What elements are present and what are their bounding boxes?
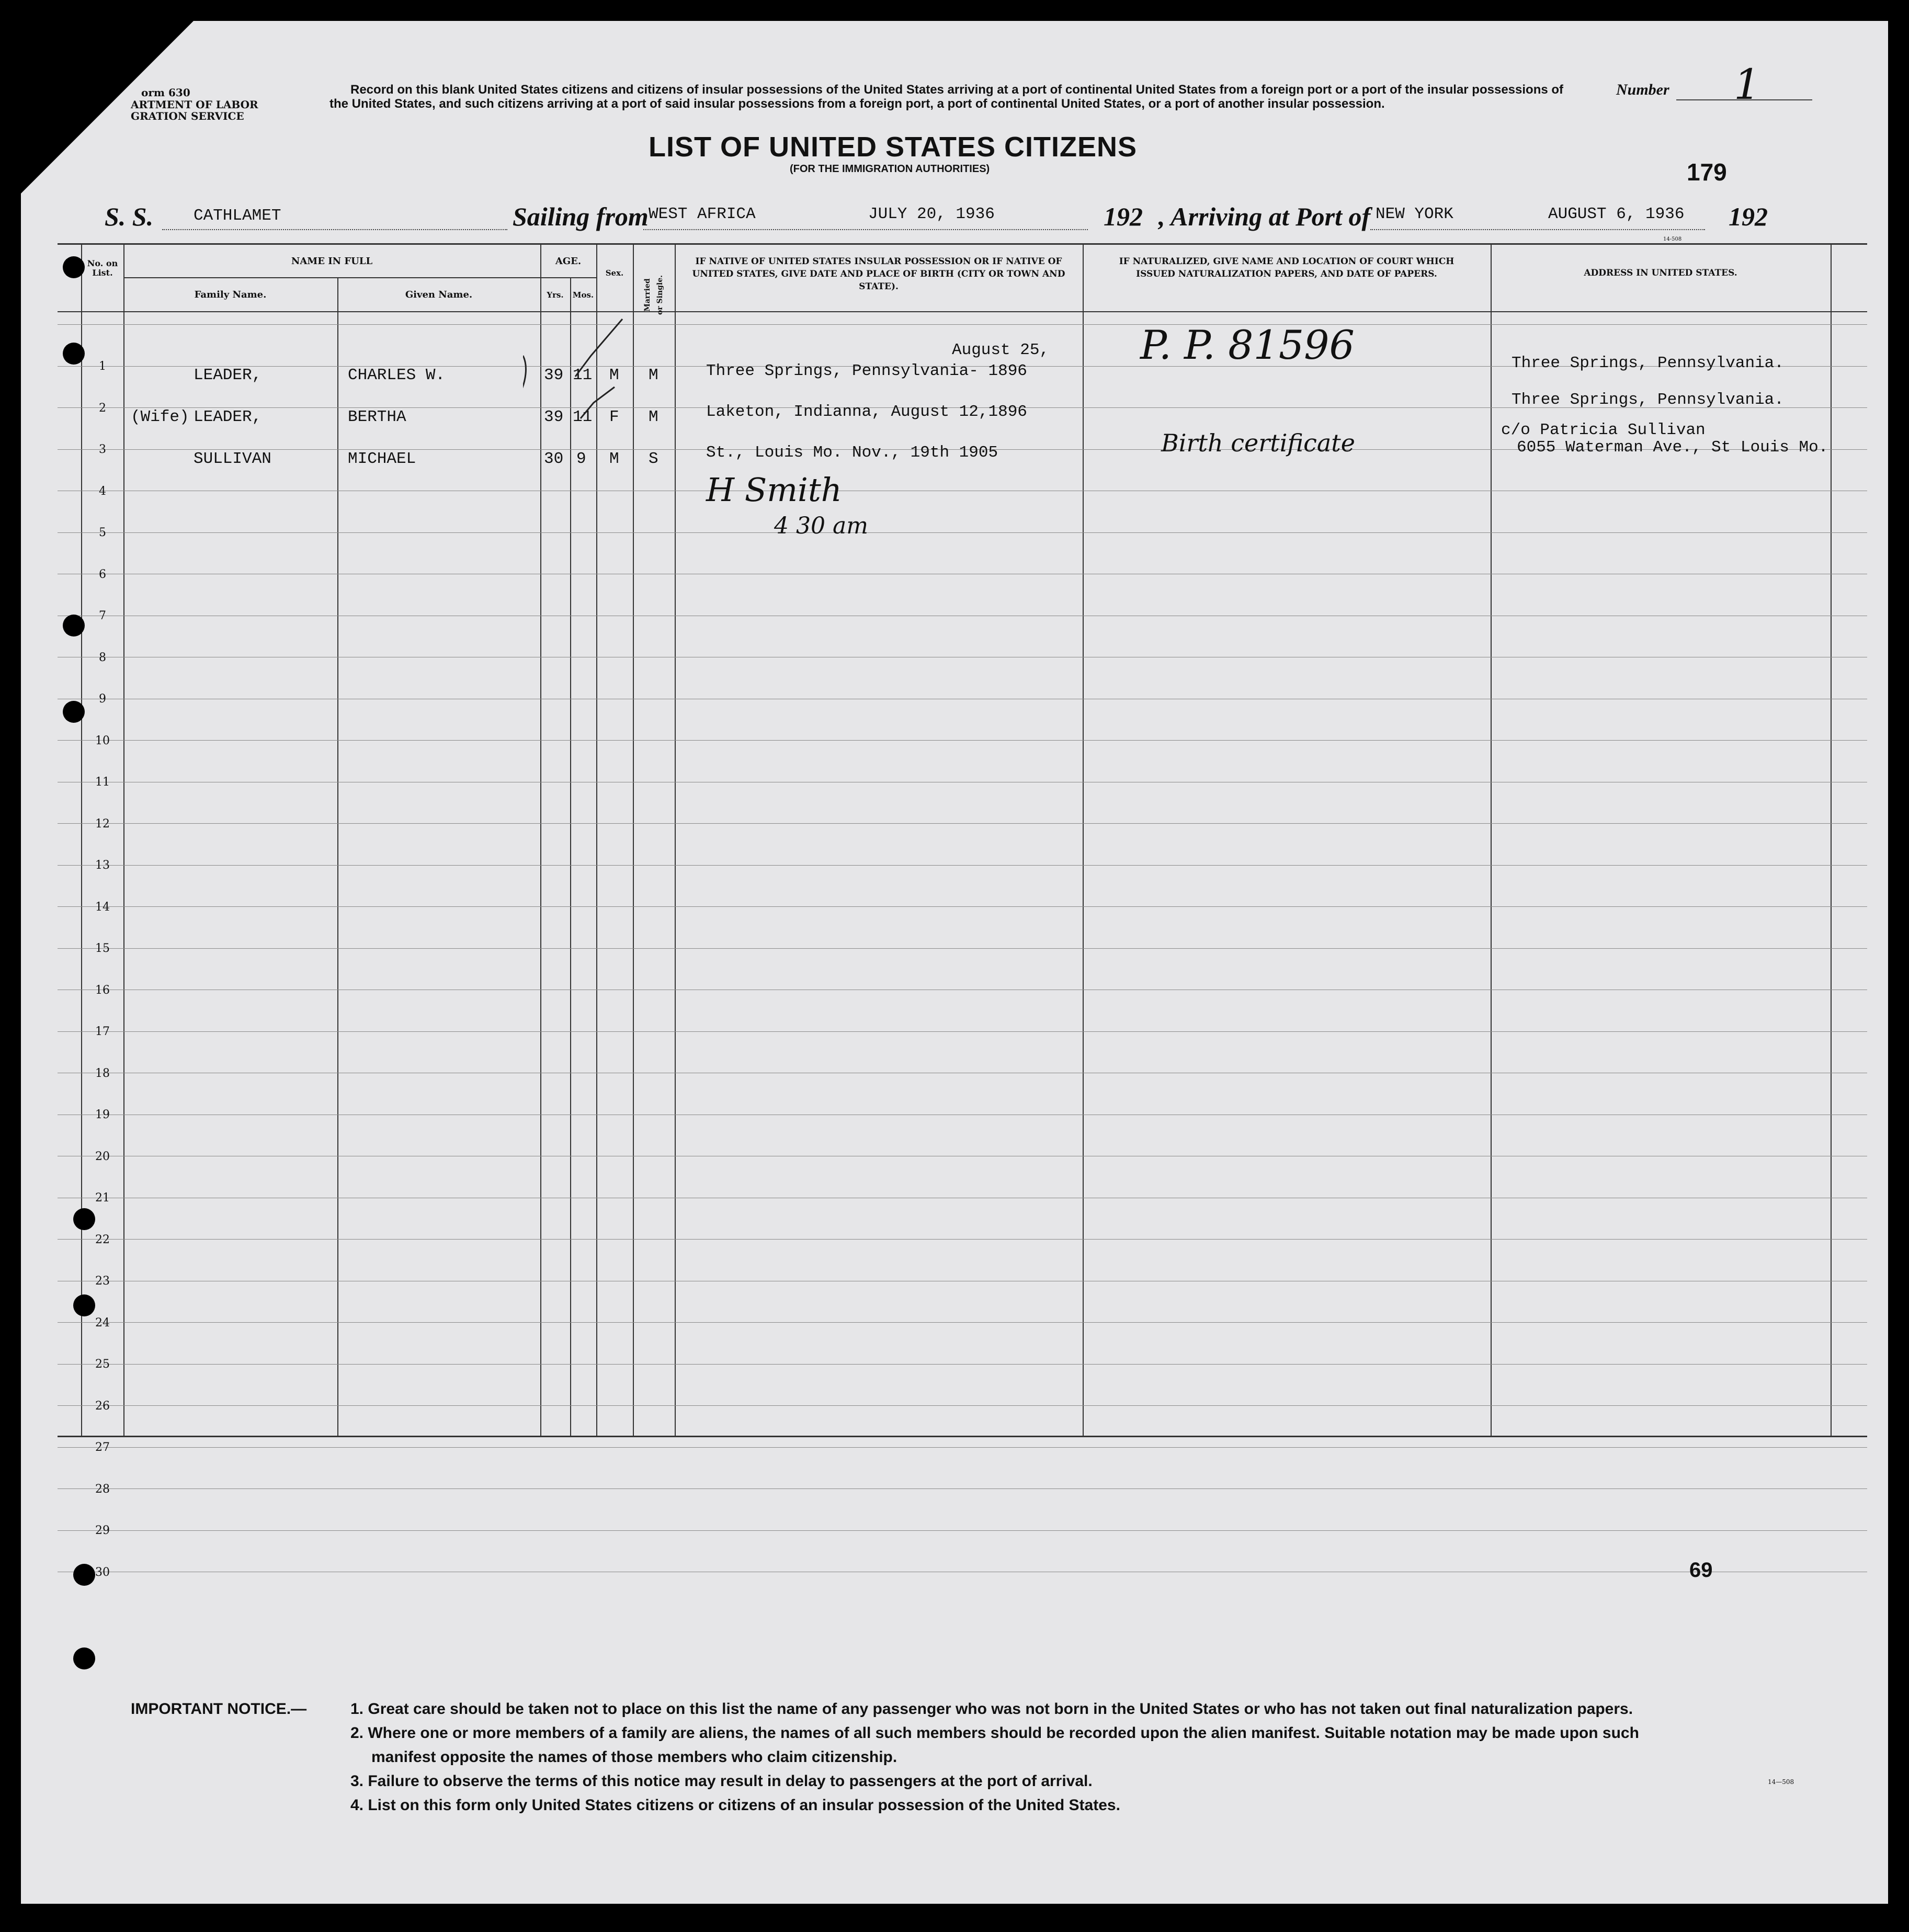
col-line [1831, 243, 1832, 1437]
form-number: orm 630 [141, 86, 190, 99]
number-value: 1 [1734, 60, 1760, 109]
sailing-from: WEST AFRICA [649, 205, 756, 223]
row-number: 4 [99, 484, 106, 498]
ruled-line [58, 324, 1867, 325]
row-number: 22 [95, 1233, 110, 1246]
table-bottom-border [58, 1436, 1867, 1437]
entry-2-address: Three Springs, Pennsylvania. [1512, 391, 1784, 409]
notice-code: 14—508 [1768, 1778, 1794, 1786]
arrival-underline [1370, 229, 1705, 230]
sailing-label: Sailing from [513, 202, 649, 231]
row-number: 7 [99, 609, 106, 622]
notice-item-2: 2. Where one or more members of a family are aliens, the names of all such members should be recorded upon the alien manifest. Suitable notation may be made upon such [350, 1724, 1639, 1742]
row-number: 26 [95, 1399, 110, 1413]
ruled-line [58, 1530, 1867, 1531]
page-subtitle: (FOR THE IMMIGRATION AUTHORITIES) [790, 163, 990, 175]
header-sex: Sex. [605, 268, 624, 278]
ruled-line [58, 532, 1867, 533]
row-number: 2 [99, 401, 106, 415]
record-instructions: Record on this blank United States citizens and citizens of insular possessions of the United States arriving at a port of continental United States from a foreign port or a port of the insular possessions of the United States, and such citizens arriving at a port of said insular possessions from a foreign port, a port of continental United States, or a port of another insular possession. [329, 83, 1564, 111]
header-birth: IF NATIVE OF UNITED STATES INSULAR POSSESSION OR IF NATIVE OF UNITED STATES, GIVE DATE AND PLACE OF BIRTH (CITY OR TOWN AND STATE). [692, 256, 1065, 292]
row-number: 8 [99, 651, 106, 664]
punch-hole [63, 343, 85, 365]
header-subline [123, 277, 596, 278]
row-number: 6 [99, 567, 106, 581]
notice-item-4: 4. List on this form only United States citizens or citizens of an insular possession of the United States. [350, 1797, 1120, 1814]
entry-1-sex: M [609, 366, 619, 384]
header-no: No. on List. [87, 258, 118, 278]
entry-3-given: MICHAEL [348, 450, 416, 468]
header-bottom-line [58, 311, 1867, 312]
ruled-line [58, 1031, 1867, 1032]
row-number: 10 [95, 734, 110, 747]
stamp-number: 179 [1687, 158, 1727, 186]
row-number: 13 [95, 859, 110, 872]
notice-item-2-cont: manifest opposite the names of those members who claim citizenship. [371, 1748, 897, 1766]
entry-3-sex: M [609, 450, 619, 468]
handwritten-time: 4 30 am [774, 513, 868, 539]
entry-3-family: SULLIVAN [194, 450, 271, 468]
punch-hole [73, 1647, 95, 1669]
entry-2-given: BERTHA [348, 408, 406, 426]
handwritten-passport: P. P. 81596 [1140, 322, 1355, 368]
row-number: 29 [95, 1524, 110, 1537]
header-yrs: Yrs. [547, 290, 564, 300]
ruled-line [58, 1322, 1867, 1323]
row-number: 25 [95, 1358, 110, 1371]
ss-label: S. S. [105, 202, 154, 231]
entry-1-birth-line2: Three Springs, Pennsylvania- 1896 [706, 362, 1027, 380]
sailing-year: 192 [1104, 202, 1143, 231]
col-line [337, 277, 338, 1436]
notice-item-3: 3. Failure to observe the terms of this notice may result in delay to passengers at the port of arrival. [350, 1772, 1093, 1790]
check-marks [523, 314, 701, 439]
row-number: 20 [95, 1150, 110, 1163]
entry-2-mos: 11 [573, 408, 593, 426]
row-number: 19 [95, 1108, 110, 1121]
entry-2-family: LEADER, [194, 408, 262, 426]
header-given-name: Given Name. [405, 289, 473, 300]
entry-1-address: Three Springs, Pennsylvania. [1512, 354, 1784, 372]
col-line [1083, 243, 1084, 1437]
punch-hole [73, 1564, 95, 1586]
arrival-year: 192 [1729, 202, 1768, 231]
entry-1-mos: 11 [573, 366, 593, 384]
ruled-line [58, 823, 1867, 824]
sailing-date: JULY 20, 1936 [868, 205, 995, 223]
ruled-line [58, 948, 1867, 949]
entry-2-yrs: 39 [544, 408, 564, 426]
header-name-in-full: NAME IN FULL [291, 256, 373, 267]
ruled-line [58, 865, 1867, 866]
ship-name: CATHLAMET [194, 207, 281, 225]
page-title: LIST OF UNITED STATES CITIZENS [649, 131, 1137, 163]
sailing-underline [643, 229, 1088, 230]
entry-3-address-line2: 6055 Waterman Ave., St Louis Mo. [1517, 438, 1828, 457]
row-number: 11 [95, 776, 110, 789]
col-line [123, 243, 124, 1437]
row-number: 5 [99, 526, 106, 539]
row-number: 27 [95, 1441, 110, 1454]
punch-hole [63, 256, 85, 278]
row-number: 18 [95, 1066, 110, 1080]
header-family-name: Family Name. [194, 289, 267, 300]
header-naturalized: IF NATURALIZED, GIVE NAME AND LOCATION OF COURT WHICH ISSUED NATURALIZATION PAPERS, AND DATE OF PAPERS. [1119, 256, 1455, 279]
entry-1-family: LEADER, [194, 366, 262, 384]
row-number: 21 [95, 1191, 110, 1204]
page-number: 69 [1689, 1559, 1713, 1582]
entry-2-prefix: (Wife) [131, 408, 189, 426]
ruled-line [58, 1447, 1867, 1448]
printer-code: 14-508 [1663, 236, 1682, 242]
col-line [1491, 243, 1492, 1437]
entry-3-mos: 9 [576, 450, 586, 468]
punch-hole [63, 615, 85, 637]
ship-underline [162, 229, 507, 230]
row-number: 1 [99, 360, 106, 373]
ruled-line [58, 1239, 1867, 1240]
row-number: 30 [95, 1565, 110, 1579]
entry-3-married: S [649, 450, 658, 468]
entry-3-address-line1: c/o Patricia Sullivan [1501, 421, 1706, 439]
manifest-page [21, 21, 1888, 1904]
ruled-line [58, 906, 1867, 907]
row-number: 9 [99, 692, 106, 706]
table-top-border [58, 243, 1867, 245]
handwritten-inspector: H Smith [706, 471, 842, 509]
col-line [570, 277, 571, 1436]
entry-3-birth: St., Louis Mo. Nov., 19th 1905 [706, 444, 998, 462]
row-number: 3 [99, 443, 106, 456]
number-label: Number [1616, 81, 1669, 98]
row-number: 12 [95, 817, 110, 831]
form-department: ARTMENT OF LABOR [131, 98, 258, 111]
handwritten-birth-cert: Birth certificate [1161, 429, 1355, 457]
header-mos: Mos. [572, 290, 594, 300]
entry-1-yrs: 39 [544, 366, 564, 384]
entry-3-yrs: 30 [544, 450, 564, 468]
row-number: 17 [95, 1025, 110, 1038]
row-number: 15 [95, 942, 110, 955]
header-address: ADDRESS IN UNITED STATES. [1584, 268, 1737, 278]
row-number: 28 [95, 1482, 110, 1496]
row-number: 14 [95, 900, 110, 914]
row-number: 24 [95, 1316, 110, 1329]
entry-2-married: M [649, 408, 658, 426]
entry-2-birth: Laketon, Indianna, August 12,1896 [706, 403, 1027, 421]
row-number: 23 [95, 1275, 110, 1288]
col-line [81, 243, 82, 1437]
form-service: GRATION SERVICE [131, 110, 244, 122]
ruled-line [58, 740, 1867, 741]
header-age: AGE. [555, 256, 582, 267]
arrival-port: NEW YORK [1376, 205, 1453, 223]
notice-item-1: 1. Great care should be taken not to place on this list the name of any passenger who was not born in the United States or who has not taken out final naturalization papers. [350, 1700, 1633, 1718]
ruled-line [58, 1364, 1867, 1365]
entry-1-given: CHARLES W. [348, 366, 446, 384]
punch-hole [73, 1294, 95, 1316]
ruled-line [58, 1488, 1867, 1489]
punch-hole [73, 1208, 95, 1230]
row-number: 16 [95, 983, 110, 997]
entry-1-married: M [649, 366, 658, 384]
notice-label: IMPORTANT NOTICE.— [131, 1700, 307, 1718]
header-married: Married or Single. [643, 275, 664, 315]
punch-hole [63, 701, 85, 723]
arriving-label: , Arriving at Port of [1158, 202, 1371, 231]
arrival-date: AUGUST 6, 1936 [1548, 205, 1685, 223]
ruled-line [58, 1405, 1867, 1406]
entry-1-birth-line1: August 25, [952, 341, 1050, 359]
entry-2-sex: F [609, 408, 619, 426]
